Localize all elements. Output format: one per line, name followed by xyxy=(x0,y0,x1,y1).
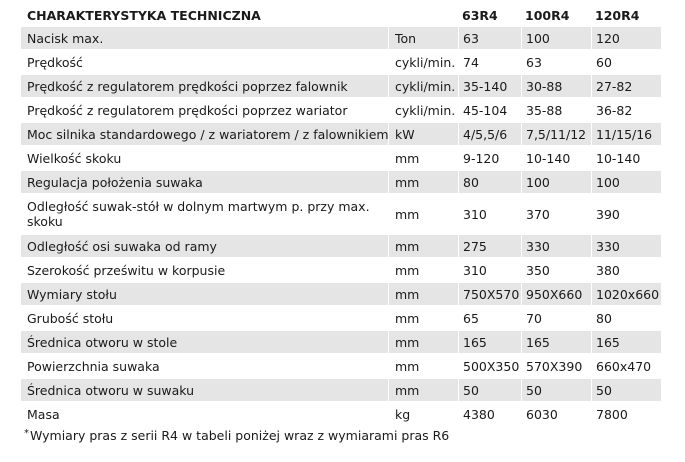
value-cell-63r4: 35-140 xyxy=(458,75,521,97)
footnote xyxy=(24,428,449,443)
value-cell-100r4: 50 xyxy=(521,379,591,401)
unit-cell: mm xyxy=(388,195,458,233)
value-cell-63r4: 4380 xyxy=(458,403,521,425)
parameter-cell: Szerokość prześwitu w korpusie xyxy=(21,259,388,281)
parameter-cell: Prędkość xyxy=(21,51,388,73)
parameter-cell: Powierzchnia suwaka xyxy=(21,355,388,377)
parameter-cell: Odległość suwak-stół w dolnym martwym p. przy max. skoku xyxy=(21,195,388,233)
table-header-row xyxy=(21,5,661,25)
value-cell-100r4: 6030 xyxy=(521,403,591,425)
value-cell-120r4: 27-82 xyxy=(591,75,661,97)
unit-cell: mm xyxy=(388,235,458,257)
table-row xyxy=(21,331,661,353)
value-cell-100r4: 70 xyxy=(521,307,591,329)
parameter-cell: Nacisk max. xyxy=(21,27,388,49)
table-row xyxy=(21,259,661,281)
value-cell-100r4: 100 xyxy=(521,171,591,193)
spec-table xyxy=(21,3,661,427)
value-cell-120r4: 36-82 xyxy=(591,99,661,121)
table-row xyxy=(21,147,661,169)
value-cell-120r4: 11/15/16 xyxy=(591,123,661,145)
value-cell-120r4: 330 xyxy=(591,235,661,257)
value-cell-63r4: 63 xyxy=(458,27,521,49)
value-cell-100r4: 35-88 xyxy=(521,99,591,121)
unit-cell: mm xyxy=(388,379,458,401)
value-cell-100r4: 10-140 xyxy=(521,147,591,169)
value-cell-120r4: 390 xyxy=(591,195,661,233)
value-cell-63r4: 65 xyxy=(458,307,521,329)
table-row xyxy=(21,51,661,73)
unit-cell: mm xyxy=(388,147,458,169)
unit-cell: cykli/min. xyxy=(388,99,458,121)
value-cell-120r4: 380 xyxy=(591,259,661,281)
value-cell-100r4: 30-88 xyxy=(521,75,591,97)
unit-cell: mm xyxy=(388,283,458,305)
table-row xyxy=(21,379,661,401)
value-cell-63r4: 80 xyxy=(458,171,521,193)
unit-cell: mm xyxy=(388,171,458,193)
value-cell-120r4: 120 xyxy=(591,27,661,49)
parameter-cell: Grubość stołu xyxy=(21,307,388,329)
value-cell-63r4: 165 xyxy=(458,331,521,353)
value-cell-63r4: 74 xyxy=(458,51,521,73)
value-cell-100r4: 100 xyxy=(521,27,591,49)
table-row xyxy=(21,75,661,97)
value-cell-120r4: 50 xyxy=(591,379,661,401)
value-cell-63r4: 9-120 xyxy=(458,147,521,169)
parameter-cell: Prędkość z regulatorem prędkości poprzez wariator xyxy=(21,99,388,121)
footnote-text: Wymiary pras z serii R4 w tabeli poniżej wraz z wymiarami pras R6 xyxy=(30,428,450,443)
unit-cell: cykli/min. xyxy=(388,51,458,73)
value-cell-63r4: 275 xyxy=(458,235,521,257)
value-cell-63r4: 750X570 xyxy=(458,283,521,305)
footnote-marker: * xyxy=(24,428,29,439)
unit-cell: kg xyxy=(388,403,458,425)
unit-cell: Ton xyxy=(388,27,458,49)
value-cell-100r4: 165 xyxy=(521,331,591,353)
table-title: CHARAKTERYSTYKA TECHNICZNA xyxy=(21,5,388,25)
parameter-cell: Regulacja położenia suwaka xyxy=(21,171,388,193)
value-cell-63r4: 500X350 xyxy=(458,355,521,377)
model-header-100r4: 100R4 xyxy=(521,5,591,25)
table-row xyxy=(21,403,661,425)
model-header-120r4: 120R4 xyxy=(591,5,661,25)
parameter-cell: Odległość osi suwaka od ramy xyxy=(21,235,388,257)
unit-cell: mm xyxy=(388,307,458,329)
value-cell-63r4: 310 xyxy=(458,259,521,281)
unit-cell: kW xyxy=(388,123,458,145)
table-row xyxy=(21,235,661,257)
value-cell-100r4: 330 xyxy=(521,235,591,257)
unit-cell: mm xyxy=(388,331,458,353)
parameter-cell: Moc silnika standardowego / z wariatorem / z falownikiem xyxy=(21,123,388,145)
parameter-cell: Średnica otworu w stole xyxy=(21,331,388,353)
spec-table-body xyxy=(21,27,661,425)
table-row xyxy=(21,307,661,329)
value-cell-120r4: 165 xyxy=(591,331,661,353)
table-row xyxy=(21,195,661,233)
value-cell-63r4: 45-104 xyxy=(458,99,521,121)
value-cell-120r4: 7800 xyxy=(591,403,661,425)
parameter-cell: Wymiary stołu xyxy=(21,283,388,305)
value-cell-120r4: 660x470 xyxy=(591,355,661,377)
table-row xyxy=(21,283,661,305)
value-cell-120r4: 100 xyxy=(591,171,661,193)
table-row xyxy=(21,27,661,49)
value-cell-120r4: 1020x660 xyxy=(591,283,661,305)
table-row xyxy=(21,123,661,145)
value-cell-100r4: 570X390 xyxy=(521,355,591,377)
unit-cell: cykli/min. xyxy=(388,75,458,97)
parameter-cell: Wielkość skoku xyxy=(21,147,388,169)
value-cell-100r4: 63 xyxy=(521,51,591,73)
table-row xyxy=(21,99,661,121)
unit-column-header xyxy=(388,5,458,25)
value-cell-120r4: 10-140 xyxy=(591,147,661,169)
unit-cell: mm xyxy=(388,355,458,377)
value-cell-100r4: 370 xyxy=(521,195,591,233)
value-cell-100r4: 7,5/11/12 xyxy=(521,123,591,145)
table-row xyxy=(21,171,661,193)
value-cell-100r4: 350 xyxy=(521,259,591,281)
value-cell-63r4: 50 xyxy=(458,379,521,401)
parameter-cell: Masa xyxy=(21,403,388,425)
value-cell-100r4: 950X660 xyxy=(521,283,591,305)
parameter-cell: Średnica otworu w suwaku xyxy=(21,379,388,401)
parameter-cell: Prędkość z regulatorem prędkości poprzez falownik xyxy=(21,75,388,97)
value-cell-120r4: 60 xyxy=(591,51,661,73)
model-header-63r4: 63R4 xyxy=(458,5,521,25)
table-row xyxy=(21,355,661,377)
value-cell-120r4: 80 xyxy=(591,307,661,329)
unit-cell: mm xyxy=(388,259,458,281)
value-cell-63r4: 310 xyxy=(458,195,521,233)
value-cell-63r4: 4/5,5/6 xyxy=(458,123,521,145)
